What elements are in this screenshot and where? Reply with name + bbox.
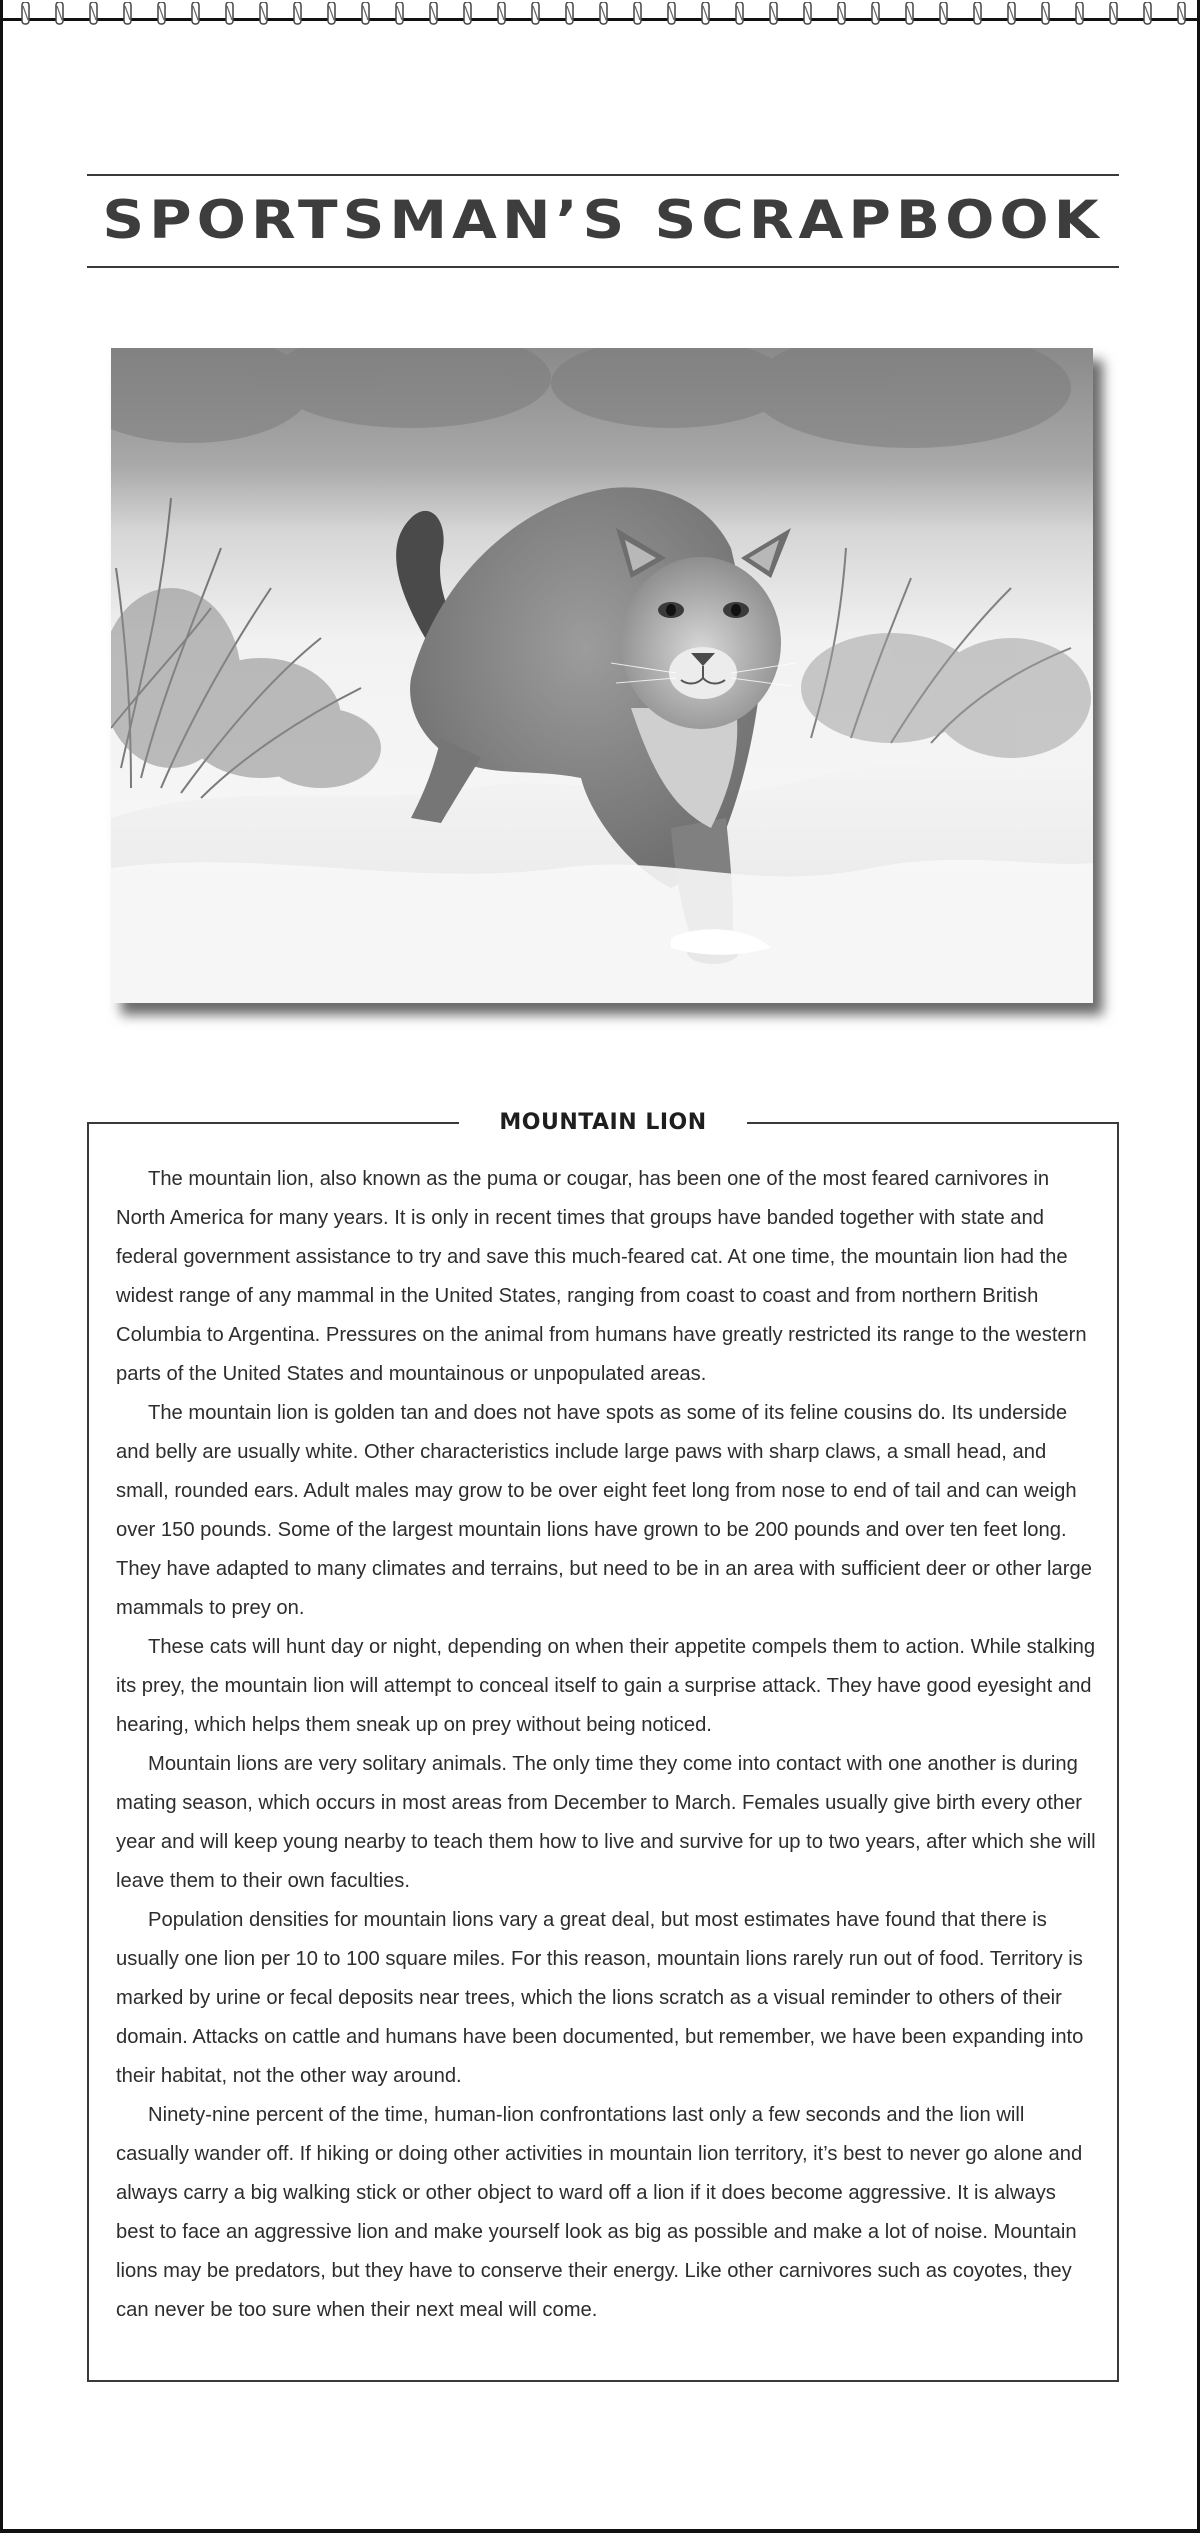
binding-coil — [259, 2, 268, 26]
binding-coil — [1075, 2, 1084, 26]
binding-coil — [463, 2, 472, 26]
binding-coil — [429, 2, 438, 26]
masthead-bottom-rule — [87, 266, 1119, 268]
binding-coil — [293, 2, 302, 26]
binding-coil — [905, 2, 914, 26]
masthead-title: SPORTSMAN’S SCRAPBOOK — [102, 189, 1104, 251]
mountain-lion-illustration — [111, 348, 1093, 1003]
binding-coil — [973, 2, 982, 26]
binding-coil — [701, 2, 710, 26]
binding-coil — [55, 2, 64, 26]
article-body — [116, 1160, 1096, 2330]
article-paragraph-1: The mountain lion, also known as the puma or cougar, has been one of the most feared carnivores in North America for many years. It is only in recent times that groups have banded together with state and federal government assistance to try and save this much-feared cat. At one time, the mountain lion had the widest range of any mammal in the United States, ranging from coast to coast and from northern British Columbia to Argentina. Pressures on the animal from humans have greatly restricted its range to the western parts of the United States and mountainous or unpopulated areas. — [116, 1168, 1087, 1385]
binding-coil — [123, 2, 132, 26]
binding-coil — [157, 2, 166, 26]
masthead-top-rule — [87, 174, 1119, 176]
spiral-binding — [3, 0, 1200, 32]
binding-coil — [1041, 2, 1050, 26]
article-paragraph-2: The mountain lion is golden tan and does not have spots as some of its feline cousins do. Its underside and belly are usually white. Other characteristics include large paws with sharp claws, a small head, and small, rounded ears. Adult males may grow to be over eight feet long from nose to end of tail and can weigh over 150 pounds. Some of the largest mountain lions have grown to be 200 pounds and over ten feet long. They have adapted to many climates and terrains, but need to be in an area with sufficient deer or other large mammals to prey on. — [116, 1402, 1092, 1619]
article-paragraph-6: Ninety-nine percent of the time, human-lion confrontations last only a few seconds and the lion will casually wander off. If hiking or doing other activities in mountain lion territory, it’s best to never go alone and always carry a big walking stick or other object to ward off a lion if it does become aggressive. It is always best to face an aggressive lion and make yourself look as big as possible and make a lot of noise. Mountain lions may be predators, but they have to conserve their energy. Like other carnivores such as coyotes, they can never be too sure when their next meal will come. — [116, 2104, 1083, 2321]
mountain-lion-photo — [111, 348, 1093, 1003]
binding-coil — [1007, 2, 1016, 26]
binding-coil — [633, 2, 642, 26]
binding-coil — [769, 2, 778, 26]
article-title: MOUNTAIN LION — [459, 1106, 747, 1140]
article-paragraph-3: These cats will hunt day or night, depending on when their appetite compels them to action. While stalking its prey, the mountain lion will attempt to conceal itself to gain a surprise attack. They have good eyesight and hearing, which helps them sneak up on prey without being noticed. — [116, 1636, 1096, 1736]
binding-coil — [837, 2, 846, 26]
binding-coil — [803, 2, 812, 26]
binding-coil — [21, 2, 30, 26]
binding-coil — [497, 2, 506, 26]
binding-coil — [1177, 2, 1186, 26]
binding-coil — [735, 2, 744, 26]
binding-coil — [871, 2, 880, 26]
binding-coil — [667, 2, 676, 26]
binding-coil — [1143, 2, 1152, 26]
binding-coil — [191, 2, 200, 26]
article-paragraph-5: Population densities for mountain lions vary a great deal, but most estimates have found that there is usually one lion per 10 to 100 square miles. For this reason, mountain lions rarely run out of food. Territory is marked by urine or fecal deposits near trees, which the lions scratch as a visual reminder to others of their domain. Attacks on cattle and humans have been documented, but remember, we have been expanding into their habitat, not the other way around. — [116, 1909, 1084, 2087]
binding-coil — [361, 2, 370, 26]
binding-coil — [531, 2, 540, 26]
binding-coil — [939, 2, 948, 26]
binding-coil — [327, 2, 336, 26]
binding-coil — [225, 2, 234, 26]
article-paragraph-4: Mountain lions are very solitary animals. The only time they come into contact with one another is during mating season, which occurs in most areas from December to March. Females usually give birth every other year and will keep young nearby to teach them how to live and survive for up to two years, after which she will leave them to their own faculties. — [116, 1753, 1096, 1892]
binding-coil — [599, 2, 608, 26]
binding-coil — [565, 2, 574, 26]
binding-coil — [395, 2, 404, 26]
binding-coil — [1109, 2, 1118, 26]
binding-coil — [89, 2, 98, 26]
